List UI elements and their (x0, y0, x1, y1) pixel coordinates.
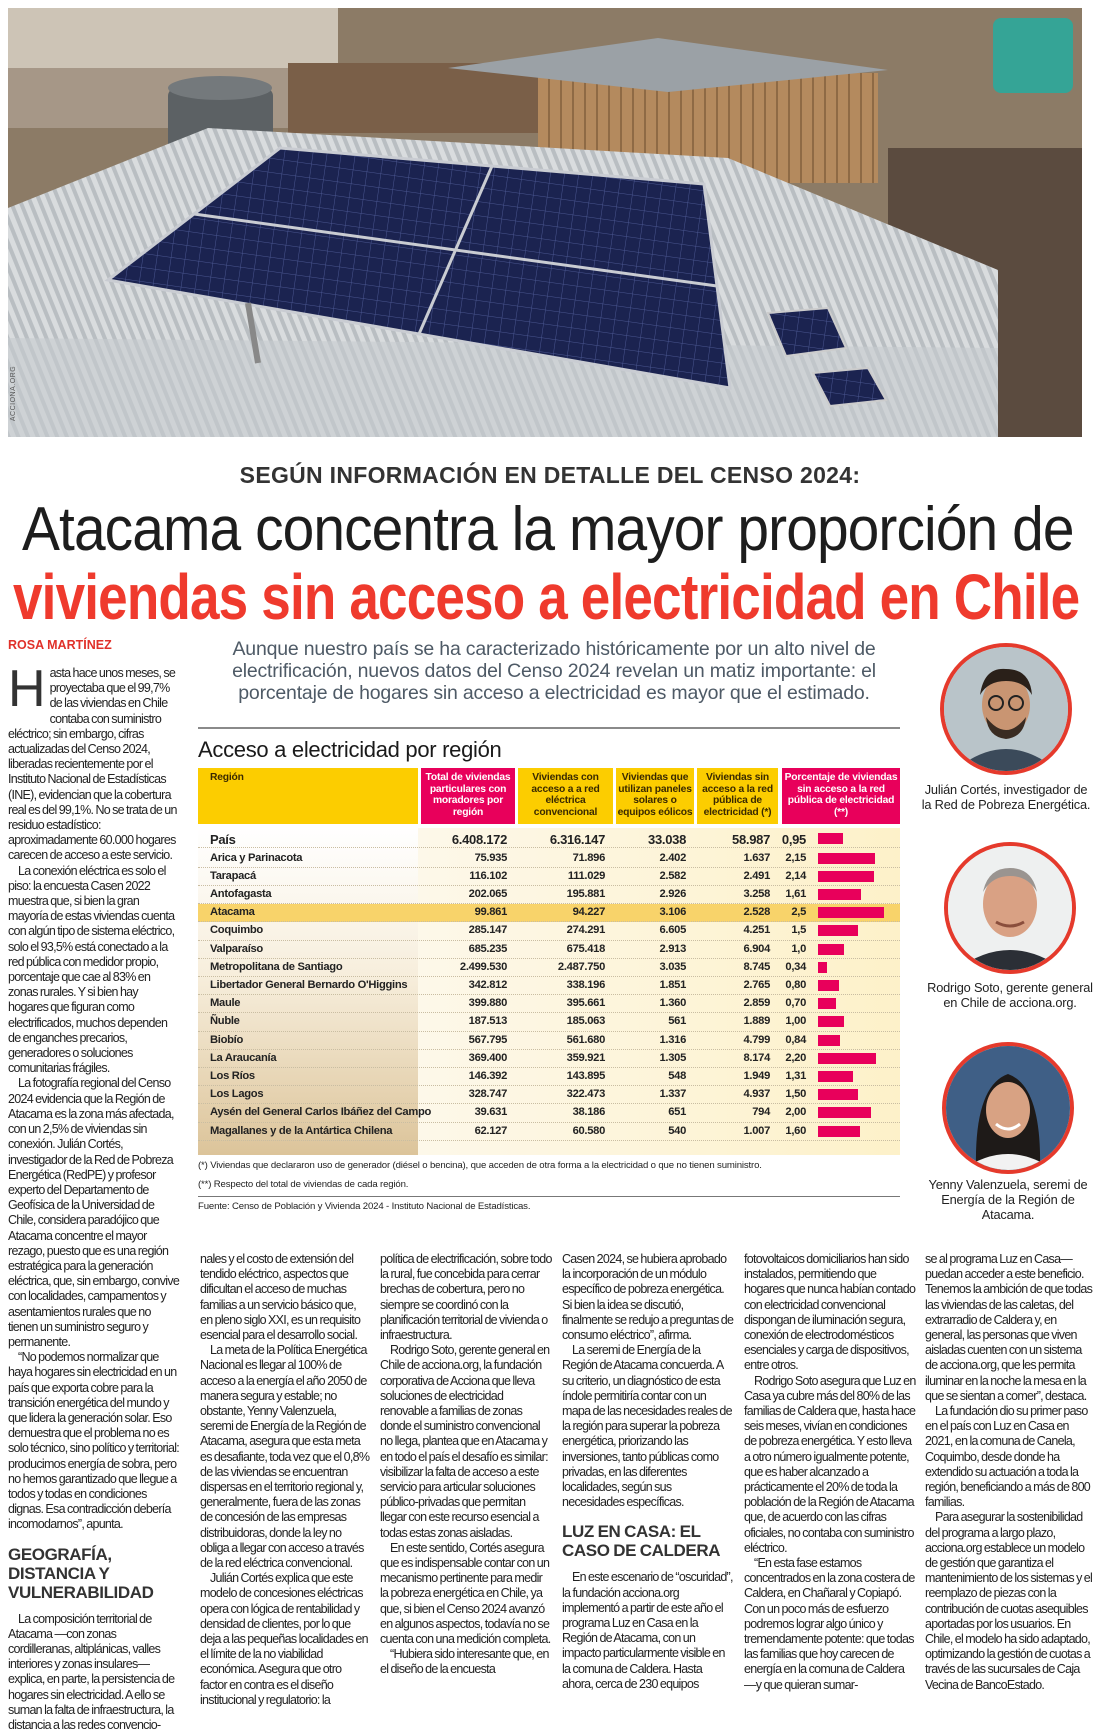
article-paragraph: Julián Cortés explica que este modelo de concesiones eléctricas opera con lógica de rentabilidad y densidad de clientes, por lo que deja a las pequeñas localidades en el límite de la no viabilidad económica. Asegura que otro factor en contra es el diseño institucional y regulatorio: la (200, 1571, 368, 1707)
cell-sin: 4.799 (743, 1033, 770, 1046)
pct-bar (818, 1053, 876, 1064)
cell-region: Valparaíso (210, 942, 263, 955)
cell-solar: 2.402 (659, 851, 686, 864)
pct-bar (818, 889, 861, 900)
portrait-julian-cortes (940, 643, 1072, 775)
cell-solar: 6.605 (659, 924, 686, 937)
table-row (198, 868, 900, 886)
header-red: Viviendas con acceso a a red eléctrica convencional (518, 768, 613, 824)
article-column-1 (8, 660, 180, 1733)
cell-red: 71.896 (572, 851, 605, 864)
article-paragraph: se al programa Luz en Casa— puedan acceder a este beneficio. Tenemos la ambición de que todas las viviendas de las caletas, del extrarradio de Caldera y, en general, las personas que viven aisladas cuenten con un sistema de acciona.org, que les permita iluminar en la noche la mesa en la que se sientan a comer”, destaca. (925, 1252, 1093, 1403)
cell-region: Biobío (210, 1033, 243, 1046)
cell-red: 675.418 (566, 942, 605, 955)
cell-pct: 2,00 (785, 1106, 806, 1119)
article-paragraph: La seremi de Energía de la Región de Atacama concuerda. A su criterio, un diagnóstico de esta índole permitiría contar con un mapa de las necesidades reales de la región para superar la pobreza energética, priorizando las inversiones, tanto públicas como privadas, en las diferentes localidades, según sus necesidades específicas. (562, 1343, 732, 1510)
article-paragraph: Casen 2024, se hubiera aprobado la incorporación de un módulo específico de pobreza energética. Si bien la idea se discutió, finalmente se redujo a preguntas de consumo eléctrico”, afirma. (562, 1252, 734, 1343)
cell-total: 2.499.530 (459, 960, 507, 973)
article-paragraph: “No podemos normalizar que haya hogares sin electricidad en un país que exporta cobre para la transición energética del mundo y que lidera la generación solar. Eso demuestra que el problema no es solo técnico, sino político y territorial: producimos energía de sobra, pero no hemos garantizado que llegue a todos y todas en condiciones dignas. Esa contradicción debería incomodarnos”, apunta. (8, 1350, 180, 1532)
article-paragraph (8, 660, 180, 864)
article-paragraph: Rodrigo Soto asegura que Luz en Casa ya cubre más del 80% de las familias de Caldera que, hasta hace seis meses, vivían en condiciones de pobreza energética. Y esto lleva a otro número igualmente potente, que es haber alcanzado a prácticamente el 20% de toda la población de la Región de Atacama que, de acuerdo con las cifras oficiales, no contaba con suministro eléctrico. (744, 1373, 916, 1555)
header-region: Región (198, 768, 418, 824)
table-row (198, 1050, 900, 1068)
cell-red: 395.661 (566, 997, 605, 1010)
article-paragraph: La composición territorial de Atacama —con zonas cordilleranas, altiplánicas, valles interiores y zonas insulares— explica, en parte, la persistencia de hogares sin electricidad. A ello se suman la falta de infraestructura, la distancia a las redes convencio- (8, 1611, 175, 1732)
cell-red: 274.291 (566, 924, 605, 937)
cell-red: 195.881 (566, 887, 605, 900)
cell-pct: 0,95 (781, 832, 806, 847)
cell-region: Ñuble (210, 1015, 240, 1028)
cell-sin: 4.251 (743, 924, 770, 937)
table-row (198, 922, 900, 940)
cell-sin: 6.904 (743, 942, 770, 955)
cell-region: Coquimbo (210, 924, 263, 937)
pct-bar (818, 998, 836, 1009)
cell-sin: 2.491 (743, 869, 770, 882)
footnote-2: (**) Respecto del total de viviendas de cada región. (198, 1179, 409, 1190)
pct-bar (818, 1089, 858, 1100)
cell-region: Libertador General Bernardo O'Higgins (210, 978, 408, 991)
table-source: Fuente: Censo de Población y Vivienda 2024 - Instituto Nacional de Estadísticas. (198, 1201, 531, 1212)
section-subhead: LUZ EN CASA: EL CASO DE CALDERA (562, 1522, 721, 1561)
caption-julian-cortes: Julián Cortés, investigador de la Red de Pobreza Energética. (921, 782, 1091, 812)
cell-region: Los Lagos (210, 1088, 264, 1101)
cell-total: 342.812 (468, 978, 507, 991)
header-solar: Viviendas que utilizan paneles solares o equipos eólicos (616, 768, 694, 824)
pct-bar (818, 1035, 840, 1046)
headline-line-1: Atacama concentra la mayor proporción de (22, 495, 1074, 564)
pct-bar (818, 980, 839, 991)
cell-region: Magallanes y de la Antártica Chilena (210, 1124, 393, 1137)
byline: ROSA MARTÍNEZ (8, 638, 112, 652)
cell-pct: 1,0 (791, 942, 806, 955)
cell-red: 94.227 (572, 906, 605, 919)
cell-solar: 2.913 (659, 942, 686, 955)
section-subhead: GEOGRAFÍA, DISTANCIA Y VULNERABILIDAD (8, 1544, 154, 1602)
article-paragraph: Para asegurar la sostenibilidad del programa a largo plazo, acciona.org establece un modelo de gestión que garantiza el mantenimiento de los sistemas y el reemplazo de piezas con la contribución de cuotas asequibles aportadas por los usuarios. En Chile, el modelo ha sido adaptado, optimizando la gestión de cuotas a través de las sucursales de Caja Vecina de BancoEstado. (925, 1510, 1093, 1692)
article-paragraph: La conexión eléctrica es solo el piso: la encuesta Casen 2022 muestra que, si bien la gran mayoría de estas viviendas cuenta con algún tipo de sistema eléctrico, solo el 93,5% está conectado a la red pública con medidor propio, porcentaje que cae al 83% en zonas rurales. Y si bien hay hogares que figuran como electrificados, muchos dependen de enganches precarios, generadores o soluciones comunitarias frágiles. (8, 863, 175, 1076)
cell-pct: 0,80 (785, 978, 806, 991)
table-row (198, 941, 900, 959)
cell-sin: 1.007 (743, 1124, 770, 1137)
cell-total: 62.127 (474, 1124, 507, 1137)
cell-pct: 1,5 (791, 924, 806, 937)
cell-red: 185.063 (566, 1015, 605, 1028)
cell-red: 561.680 (566, 1033, 605, 1046)
article-paragraph: La meta de la Política Energética Nacional es llegar al 100% de acceso a la energía el año 2050 de manera segura y estable; no obstante, Yenny Valenzuela, seremi de Energía de la Región de Atacama, asegura que esta meta es desafiante, toda vez que el 0,8% de las viviendas se encuentran dispersas en el territorio regional y, generalmente, fuera de las zonas de concesión de las empresas distribuidoras, donde la ley no obliga a llegar con acceso a través de la red eléctrica convencional. (200, 1343, 370, 1571)
lead-paragraph: Aunque nuestro país se ha caracterizado históricamente por un alto nivel de electrificación, nuevos datos del Censo 2024 revelan un matiz importante: el porcentaje de hogares sin acceso a electricidad es mayor que el estimado. (232, 638, 876, 704)
cell-pct: 2,5 (791, 906, 806, 919)
electricity-access-table (198, 768, 900, 1155)
article-column-3 (380, 1252, 552, 1678)
cell-solar: 3.106 (659, 906, 686, 919)
cell-region: La Araucanía (210, 1051, 277, 1064)
article-paragraph: En este escenario de “oscuridad”, la fundación acciona.org implementó a partir de este año el programa Luz en Casa en la Región de Atacama, con un impacto particularmente visible en la comuna de Caldera. Hasta ahora, cerca de 230 equipos (562, 1570, 733, 1691)
cell-pct: 2,20 (785, 1051, 806, 1064)
cell-total: 567.795 (468, 1033, 507, 1046)
footnote-1: (*) Viviendas que declararon uso de generador (diésel o bencina), que acceden de otra forma a la electricidad o que no tienen suministro. (198, 1160, 762, 1171)
pct-bar (818, 871, 874, 882)
article-paragraph: La fotografía regional del Censo 2024 evidencia que la Región de Atacama es la zona más afectada, con un 2,5% de viviendas sin conexión. Julián Cortés, investigador de la Red de Pobreza Energética (RedPE) y profesor experto del Departamento de Geofísica de la Universidad de Chile, considera paradójico que Atacama concentre el mayor rezago, puesto que es una región estratégica para la generación eléctrica, que, sin embargo, convive con localidades, campamentos y asentamientos rurales que no tienen un suministro seguro y permanente. (8, 1076, 180, 1349)
cell-pct: 0,70 (785, 997, 806, 1010)
cell-sin: 8.174 (743, 1051, 770, 1064)
pct-bar (818, 1126, 860, 1137)
cell-region: Los Ríos (210, 1069, 255, 1082)
pct-bar (818, 1071, 853, 1082)
pct-bar (818, 1107, 871, 1118)
article-column-6 (925, 1252, 1095, 1693)
caption-rodrigo-soto: Rodrigo Soto, gerente general en Chile de acciona.org. (927, 980, 1093, 1010)
cell-red: 38.186 (572, 1106, 605, 1119)
cell-pct: 2,15 (785, 851, 806, 864)
drop-cap: H (8, 660, 46, 718)
cell-total: 6.408.172 (451, 832, 507, 847)
kicker (0, 462, 1100, 489)
table-row (198, 1123, 900, 1141)
cell-sin: 1.889 (743, 1015, 770, 1028)
header-total: Total de viviendas particulares con moradores por región (421, 768, 515, 824)
cell-red: 338.196 (566, 978, 605, 991)
cell-total: 328.747 (468, 1088, 507, 1101)
photo-credit: ACCIONA.ORG (10, 365, 18, 422)
cell-solar: 561 (668, 1015, 686, 1028)
table-row (198, 904, 900, 922)
header-sin: Viviendas sin acceso a la red pública de electricidad (*) (697, 768, 778, 824)
article-paragraph: “Hubiera sido interesante que, en el diseño de la encuesta (380, 1647, 549, 1677)
portrait-rodrigo-soto (944, 842, 1076, 974)
cell-sin: 794 (752, 1106, 770, 1119)
article-paragraph: “En esta fase estamos concentrados en la zona costera de Caldera, en Chañaral y Copiapó. Con un poco más de esfuerzo podremos lograr algo único y tremendamente potente: que todas las familias que hoy carecen de energía en la comuna de Caldera —y que quieran sumar- (744, 1556, 915, 1692)
cell-solar: 2.926 (659, 887, 686, 900)
table-row (198, 995, 900, 1013)
pct-bar (818, 907, 884, 918)
cell-red: 143.895 (566, 1069, 605, 1082)
pct-bar (818, 1016, 844, 1027)
table-row (198, 1068, 900, 1086)
cell-red: 60.580 (572, 1124, 605, 1137)
pct-bar (818, 925, 858, 936)
table-row (198, 1086, 900, 1104)
cell-sin: 1.949 (743, 1069, 770, 1082)
table-row (198, 977, 900, 995)
cell-sin: 3.258 (743, 887, 770, 900)
cell-total: 99.861 (474, 906, 507, 919)
header-pct: Porcentaje de viviendas sin acceso a la red pública de electricidad (**) (782, 768, 900, 824)
cell-total: 285.147 (468, 924, 507, 937)
table-row (198, 1032, 900, 1050)
cell-sin: 58.987 (732, 832, 770, 847)
cell-sin: 2.765 (743, 978, 770, 991)
article-paragraph: La fundación dio su primer paso en el país con Luz en Casa en 2021, en la comuna de Canela, Coquimbo, desde donde ha extendido su actuación a toda la región, beneficiando a más de 800 familias. (925, 1404, 1091, 1510)
table-row (198, 830, 900, 848)
cell-pct: 0,34 (785, 960, 806, 973)
headline-line-2: viviendas sin acceso a electricidad en Chile (13, 561, 1080, 633)
cell-red: 111.029 (567, 869, 605, 882)
solar-panel-roof-photo (8, 8, 1082, 437)
cell-pct: 1,50 (785, 1088, 806, 1101)
cell-pct: 1,00 (785, 1015, 806, 1028)
divider (198, 1196, 900, 1197)
pct-bar (818, 833, 843, 844)
cell-solar: 2.582 (659, 869, 686, 882)
cell-red: 322.473 (566, 1088, 605, 1101)
portrait-yenny-valenzuela (942, 1042, 1074, 1174)
cell-solar: 1.337 (659, 1088, 686, 1101)
pct-bar (818, 853, 875, 864)
cell-region: Antofagasta (210, 887, 272, 900)
article-paragraph: En este sentido, Cortés asegura que es indispensable contar con un mecanismo pertinente para medir la pobreza energética en Chile, ya que, si bien el Censo 2024 avanzó en algunos aspectos, todavía no se cuenta con una medición completa. (380, 1540, 551, 1647)
article-column-5 (744, 1252, 916, 1693)
cell-total: 75.935 (474, 851, 507, 864)
table-body (198, 828, 900, 1155)
table-row (198, 850, 900, 868)
pct-bar (818, 944, 844, 955)
cell-sin: 8.745 (743, 960, 770, 973)
cell-sin: 2.528 (743, 906, 770, 919)
cell-pct: 2,14 (785, 869, 806, 882)
cell-solar: 1.305 (659, 1051, 686, 1064)
cell-total: 202.065 (468, 887, 507, 900)
article-paragraph: nales y el costo de extensión del tendido eléctrico, aspectos que dificultan el acceso de muchas familias a un servicio básico que, en pleno siglo XXI, es un requisito esencial para el desarrollo social. (200, 1252, 361, 1343)
cell-sin: 4.937 (743, 1088, 770, 1101)
table-row (198, 1013, 900, 1031)
cell-solar: 1.360 (659, 997, 686, 1010)
hero-photo-solar-panel (8, 8, 1082, 437)
table-row (198, 1104, 900, 1122)
cell-pct: 0,84 (785, 1033, 806, 1046)
cell-solar: 651 (668, 1106, 686, 1119)
cell-pct: 1,31 (785, 1069, 806, 1082)
cell-total: 369.400 (468, 1051, 507, 1064)
cell-solar: 1.851 (659, 978, 686, 991)
divider (198, 727, 900, 729)
cell-pct: 1,60 (785, 1124, 806, 1137)
article-column-2 (200, 1252, 370, 1708)
cell-region: País (210, 832, 236, 847)
cell-sin: 2.859 (743, 997, 770, 1010)
cell-red: 6.316.147 (549, 832, 605, 847)
cell-region: Metropolitana de Santiago (210, 960, 343, 973)
table-row (198, 886, 900, 904)
cell-region: Maule (210, 997, 241, 1010)
cell-solar: 1.316 (659, 1033, 686, 1046)
cell-region: Atacama (210, 906, 255, 919)
cell-solar: 33.038 (648, 832, 686, 847)
table-title: Acceso a electricidad por región (198, 737, 502, 762)
cell-region: Tarapacá (210, 869, 256, 882)
article-paragraph: política de electrificación, sobre todo la rural, fue concebida para cerrar brechas de cobertura, pero no siempre se coordinó con la planificación territorial de vivienda o infraestructura. (380, 1252, 552, 1343)
cell-total: 39.631 (474, 1106, 507, 1119)
cell-solar: 3.035 (659, 960, 686, 973)
caption-yenny-valenzuela: Yenny Valenzuela, seremi de Energía de la Región de Atacama. (928, 1177, 1088, 1222)
cell-pct: 1,61 (785, 887, 806, 900)
cell-solar: 548 (668, 1069, 686, 1082)
cell-region: Aysén del General Carlos Ibáñez del Campo (210, 1106, 432, 1119)
cell-total: 685.235 (468, 942, 507, 955)
cell-total: 399.880 (468, 997, 507, 1010)
cell-solar: 540 (668, 1124, 686, 1137)
cell-total: 146.392 (468, 1069, 507, 1082)
article-paragraph: Rodrigo Soto, gerente general en Chile de acciona.org, la fundación corporativa de Acciona que lleva soluciones de electricidad renovable a familias de zonas donde el suministro convencional no llega, plantea que en Atacama y en todo el país el desafío es similar: visibilizar la falta de acceso a este servicio para articular soluciones público-privadas que permitan llegar con este recurso esencial a todas estas zonas aisladas. (380, 1343, 550, 1540)
cell-region: Arica y Parinacota (210, 851, 303, 864)
cell-red: 359.921 (566, 1051, 605, 1064)
article-paragraph: fotovoltaicos domiciliarios han sido instalados, permitiendo que hogares que nunca habían contado con electricidad convencional dispongan de iluminación segura, conexión de electrodomésticos esenciales y carga de dispositivos, entre otros. (744, 1252, 916, 1373)
paragraph-text: asta hace unos meses, se proyectaba que el 99,7% de las viviendas en Chile contaba con suministro eléctrico; sin embargo, cifras actualizadas del Censo 2024, liberadas recientemente por el Instituto Nacional de Estadísticas (INE), evidencian que la cobertura real es del 99,1%. No se trata de un residuo estadístico: aproximadamente 60.000 hogares carecen de acceso a este servicio. (8, 666, 177, 863)
table-row (198, 959, 900, 977)
cell-sin: 1.637 (743, 851, 770, 864)
cell-total: 116.102 (469, 869, 507, 882)
article-column-4 (562, 1252, 734, 1692)
cell-total: 187.513 (468, 1015, 507, 1028)
pct-bar (818, 962, 827, 973)
cell-red: 2.487.750 (557, 960, 605, 973)
kicker-text: SEGÚN INFORMACIÓN EN DETALLE DEL CENSO 2024: (239, 462, 861, 488)
